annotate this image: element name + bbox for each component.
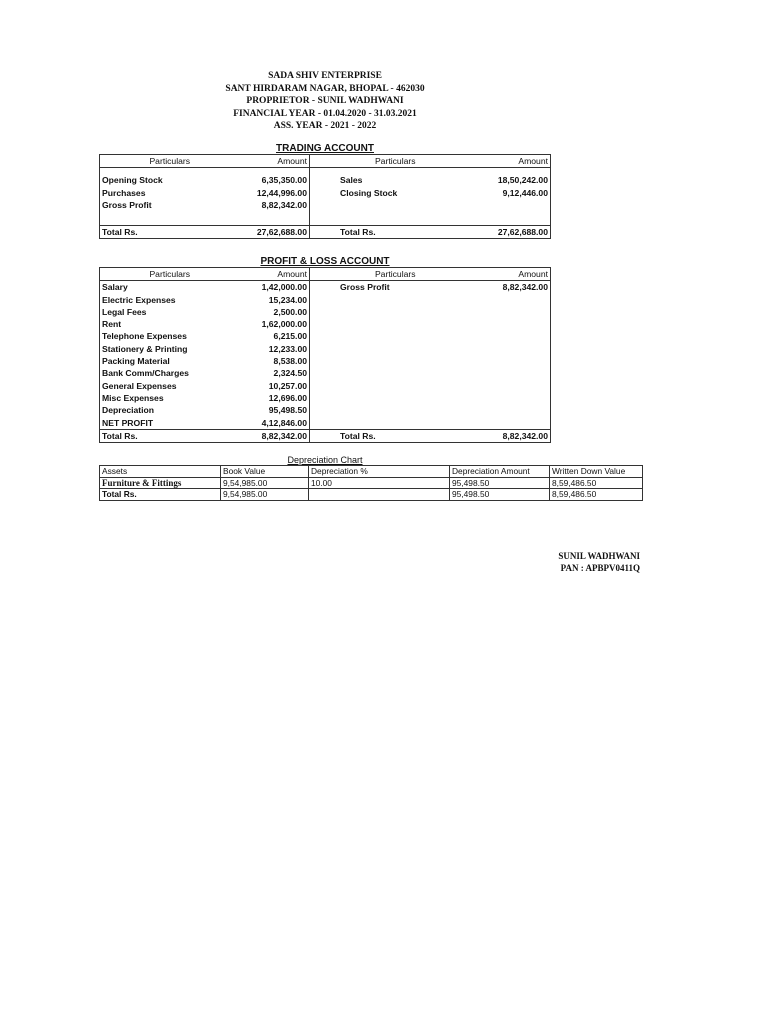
book-value: 9,54,985.00 — [221, 489, 309, 501]
table-row — [100, 330, 551, 342]
amount-value: 12,233.00 — [240, 343, 310, 355]
document-header — [150, 70, 500, 133]
column-header: Particulars — [100, 155, 240, 168]
trading-account-table — [99, 154, 551, 239]
amount-value: 18,50,242.00 — [497, 175, 548, 186]
trading-account-title: TRADING ACCOUNT — [276, 143, 374, 154]
particular-label: Depreciation — [102, 405, 155, 416]
proprietor-line: PROPRIETOR - SUNIL WADHWANI — [246, 96, 404, 107]
particular-label — [310, 330, 481, 342]
table-row — [100, 187, 551, 199]
table-header-row — [100, 155, 551, 168]
amount-value: 10,257.00 — [240, 380, 310, 392]
pl-account-title: PROFIT & LOSS ACCOUNT — [260, 256, 390, 267]
depreciation-table — [99, 465, 643, 501]
written-down-value: 8,59,486.50 — [550, 477, 643, 489]
particular-label: Stationery & Printing — [102, 343, 188, 354]
particular-label: Closing Stock — [340, 187, 398, 198]
amount-value — [481, 343, 551, 355]
signatory-name: SUNIL WADHWANI — [558, 551, 640, 561]
table-row — [100, 306, 551, 318]
total-amount: 27,62,688.00 — [481, 225, 551, 238]
total-row — [100, 225, 551, 238]
particular-label — [310, 417, 481, 430]
amount-value: 8,82,342.00 — [240, 199, 310, 211]
column-header: Assets — [100, 466, 221, 478]
depreciation-percent — [309, 489, 450, 501]
asset-name: Furniture & Fittings — [100, 477, 221, 489]
signature-block — [520, 550, 640, 574]
column-header: Written Down Value — [550, 466, 643, 478]
amount-value: 6,215.00 — [240, 330, 310, 342]
particular-label: Rent — [102, 319, 122, 330]
column-header: Particulars — [100, 268, 240, 281]
particular-label: NET PROFIT — [102, 417, 154, 428]
total-amount: 8,82,342.00 — [481, 429, 551, 442]
total-label: Total Rs. — [100, 489, 221, 501]
table-row — [100, 281, 551, 294]
amount-value — [481, 404, 551, 416]
column-header: Depreciation % — [309, 466, 450, 478]
table-row — [100, 294, 551, 306]
total-row — [100, 489, 643, 501]
table-row — [100, 367, 551, 379]
particular-label: Misc Expenses — [102, 392, 164, 403]
amount-value — [481, 199, 551, 211]
particular-label: General Expenses — [102, 380, 177, 391]
particular-label — [310, 343, 481, 355]
column-header: Amount — [481, 268, 551, 281]
table-row — [100, 477, 643, 489]
particular-label: Gross Profit — [102, 199, 152, 210]
table-row — [100, 392, 551, 404]
column-header: Depreciation Amount — [450, 466, 550, 478]
table-row — [100, 343, 551, 355]
amount-value: 2,500.00 — [240, 306, 310, 318]
total-label: Total Rs. — [100, 225, 240, 238]
assessment-year: ASS. YEAR - 2021 - 2022 — [273, 121, 377, 132]
column-header: Book Value — [221, 466, 309, 478]
pl-account-table — [99, 267, 551, 443]
amount-value: 1,42,000.00 — [240, 281, 310, 294]
table-row — [100, 199, 551, 211]
table-row — [100, 355, 551, 367]
amount-value: 9,12,446.00 — [502, 187, 548, 198]
amount-value — [481, 306, 551, 318]
amount-value — [481, 330, 551, 342]
particular-label: Sales — [340, 175, 363, 186]
column-header: Amount — [240, 155, 310, 168]
amount-value — [481, 392, 551, 404]
amount-value — [481, 417, 551, 430]
financial-year: FINANCIAL YEAR - 01.04.2020 - 31.03.2021 — [233, 108, 417, 119]
particular-label: Electric Expenses — [102, 294, 176, 305]
amount-value: 2,324.50 — [240, 367, 310, 379]
particular-label: Salary — [102, 282, 128, 293]
amount-value: 12,696.00 — [240, 392, 310, 404]
depreciation-amount: 95,498.50 — [450, 489, 550, 501]
total-label: Total Rs. — [100, 429, 240, 442]
amount-value: 15,234.00 — [240, 294, 310, 306]
particular-label — [310, 306, 481, 318]
amount-value: 6,35,350.00 — [240, 174, 310, 186]
amount-value — [481, 367, 551, 379]
table-row — [100, 174, 551, 186]
particular-label — [310, 199, 481, 211]
amount-value: 1,62,000.00 — [240, 318, 310, 330]
particular-label — [310, 392, 481, 404]
table-row — [100, 417, 551, 430]
amount-value — [481, 294, 551, 306]
table-row — [100, 404, 551, 416]
particular-label: Opening Stock — [102, 175, 163, 186]
particular-label — [310, 404, 481, 416]
particular-label: Legal Fees — [102, 306, 147, 317]
written-down-value: 8,59,486.50 — [550, 489, 643, 501]
total-amount: 27,62,688.00 — [240, 225, 310, 238]
amount-value: 95,498.50 — [240, 404, 310, 416]
column-header: Particulars — [310, 155, 481, 168]
amount-value: 12,44,996.00 — [240, 187, 310, 199]
particular-label — [310, 355, 481, 367]
particular-label: Packing Material — [102, 356, 170, 367]
particular-label: Purchases — [102, 187, 146, 198]
total-amount: 8,82,342.00 — [240, 429, 310, 442]
firm-name: SADA SHIV ENTERPRISE — [268, 71, 382, 81]
total-label: Total Rs. — [310, 429, 481, 442]
table-header-row — [100, 268, 551, 281]
amount-value: 8,538.00 — [240, 355, 310, 367]
book-value: 9,54,985.00 — [221, 477, 309, 489]
particular-label: Telephone Expenses — [102, 331, 187, 342]
particular-label: Bank Comm/Charges — [102, 368, 189, 379]
particular-label — [310, 380, 481, 392]
firm-address: SANT HIRDARAM NAGAR, BHOPAL - 462030 — [225, 83, 425, 94]
particular-label — [310, 318, 481, 330]
depreciation-amount: 95,498.50 — [450, 477, 550, 489]
amount-value — [481, 318, 551, 330]
particular-label — [310, 367, 481, 379]
total-label: Total Rs. — [310, 225, 481, 238]
column-header: Amount — [240, 268, 310, 281]
table-row — [100, 318, 551, 330]
total-row — [100, 429, 551, 442]
pan-number: PAN : APBPV0411Q — [560, 563, 640, 573]
table-row — [100, 380, 551, 392]
table-header-row — [100, 466, 643, 478]
column-header: Amount — [481, 155, 551, 168]
amount-value: 8,82,342.00 — [502, 282, 548, 293]
depreciation-chart-title: Depreciation Chart — [287, 455, 363, 465]
column-header: Particulars — [310, 268, 481, 281]
particular-label: Gross Profit — [340, 282, 390, 293]
depreciation-percent: 10.00 — [309, 477, 450, 489]
amount-value — [481, 380, 551, 392]
amount-value: 4,12,846.00 — [240, 417, 310, 430]
particular-label — [310, 294, 481, 306]
amount-value — [481, 355, 551, 367]
